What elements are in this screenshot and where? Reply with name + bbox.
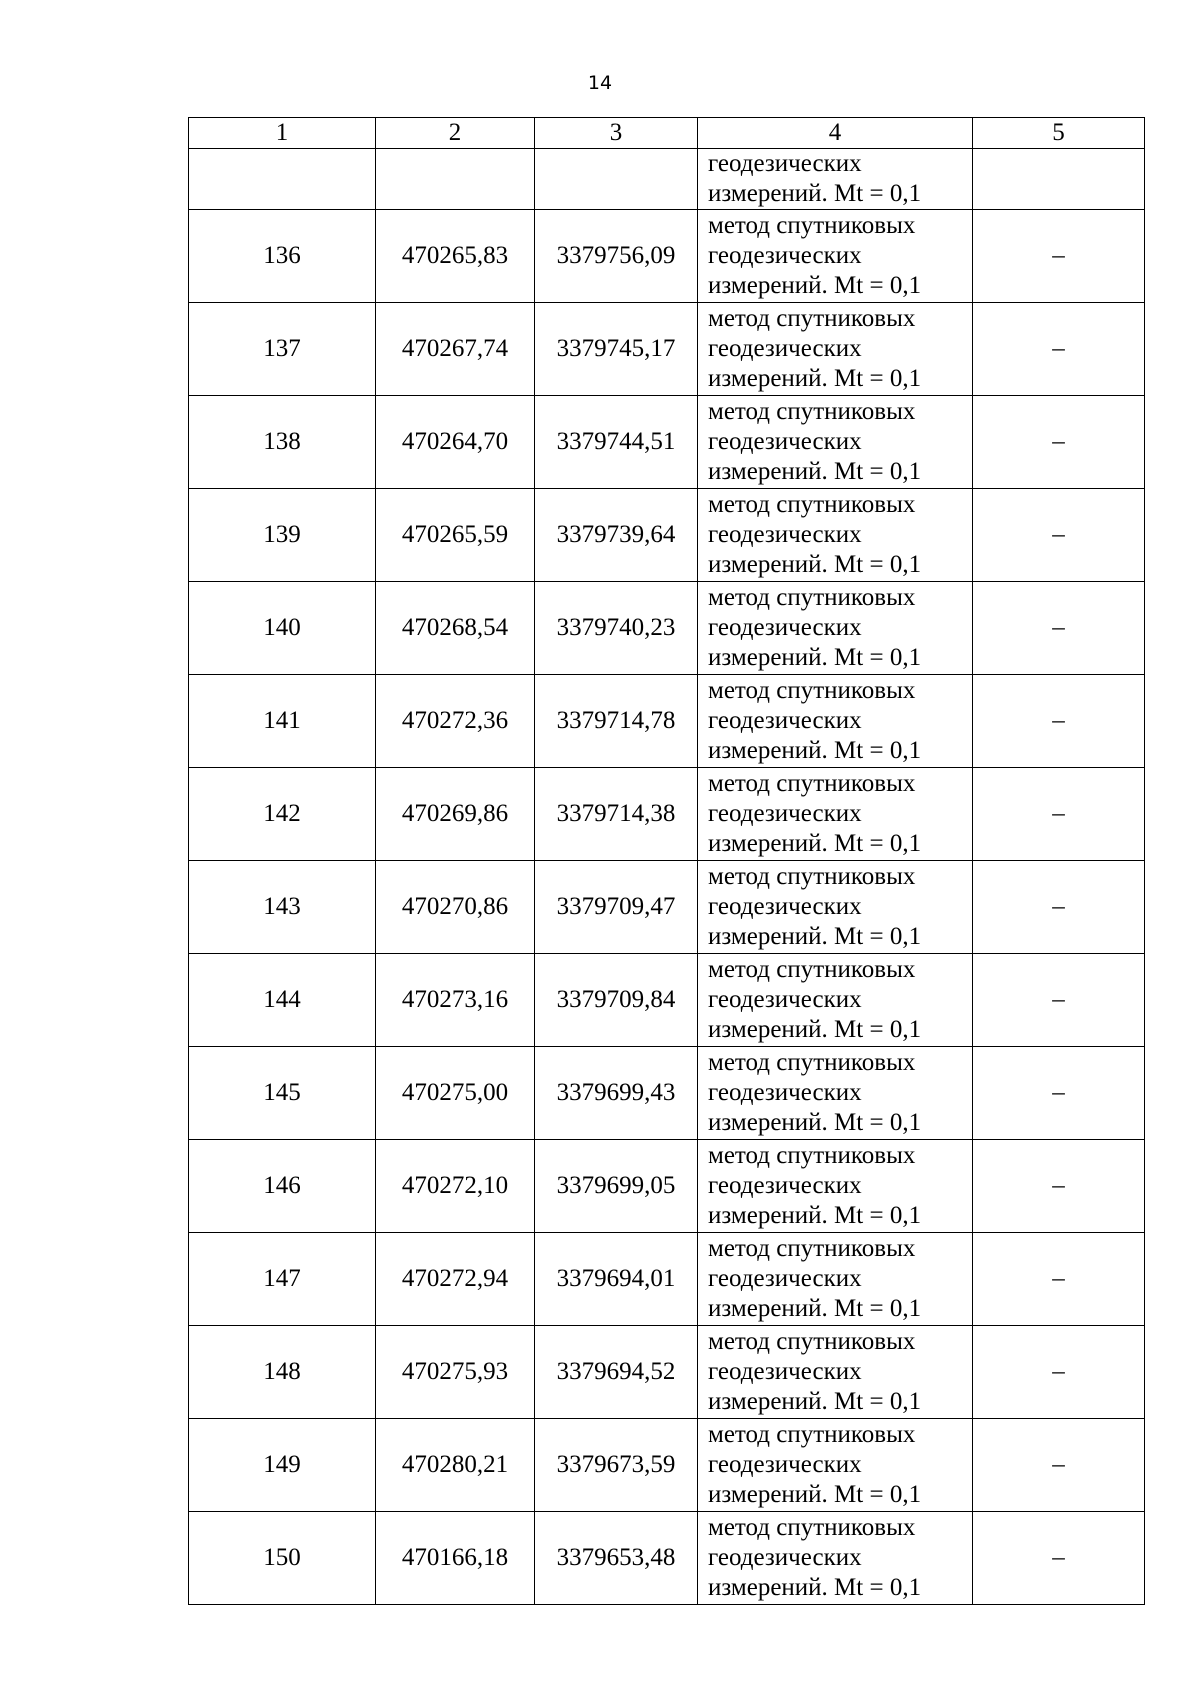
- y-coordinate-cell: 3379739,64: [535, 489, 698, 582]
- method-cell: метод спутниковых геодезических измерений. Mt = 0,1: [698, 489, 973, 582]
- x-coordinate-cell: 470264,70: [376, 396, 535, 489]
- note-cell: –: [973, 1419, 1145, 1512]
- y-coordinate-cell: 3379714,38: [535, 768, 698, 861]
- point-number-cell: 139: [189, 489, 376, 582]
- point-number-cell: 142: [189, 768, 376, 861]
- y-coordinate-cell: 3379745,17: [535, 303, 698, 396]
- point-number-cell: 148: [189, 1326, 376, 1419]
- x-coordinate-cell: 470268,54: [376, 582, 535, 675]
- method-cell: метод спутниковых геодезических измерений. Mt = 0,1: [698, 861, 973, 954]
- method-cell: геодезических измерений. Mt = 0,1: [698, 149, 973, 210]
- header-col-5: 5: [973, 118, 1145, 149]
- point-number-cell: 137: [189, 303, 376, 396]
- table-row: [189, 1140, 1145, 1233]
- point-number-cell: 149: [189, 1419, 376, 1512]
- method-cell: метод спутниковых геодезических измерений. Mt = 0,1: [698, 954, 973, 1047]
- point-number-cell: 145: [189, 1047, 376, 1140]
- y-coordinate-cell: 3379673,59: [535, 1419, 698, 1512]
- header-col-3: 3: [535, 118, 698, 149]
- note-cell: –: [973, 1140, 1145, 1233]
- method-cell: метод спутниковых геодезических измерений. Mt = 0,1: [698, 1140, 973, 1233]
- note-cell: –: [973, 768, 1145, 861]
- table-row: [189, 1419, 1145, 1512]
- x-coordinate-cell: 470269,86: [376, 768, 535, 861]
- method-cell: метод спутниковых геодезических измерений. Mt = 0,1: [698, 1326, 973, 1419]
- table-row: [189, 954, 1145, 1047]
- x-coordinate-cell: 470273,16: [376, 954, 535, 1047]
- header-col-4: 4: [698, 118, 973, 149]
- x-coordinate-cell: 470267,74: [376, 303, 535, 396]
- y-coordinate-cell: 3379699,43: [535, 1047, 698, 1140]
- table-row: [189, 861, 1145, 954]
- note-cell: –: [973, 210, 1145, 303]
- y-coordinate-cell: 3379709,47: [535, 861, 698, 954]
- note-cell: –: [973, 861, 1145, 954]
- header-col-2: 2: [376, 118, 535, 149]
- note-cell: –: [973, 303, 1145, 396]
- method-cell: метод спутниковых геодезических измерений. Mt = 0,1: [698, 396, 973, 489]
- x-coordinate-cell: 470265,59: [376, 489, 535, 582]
- method-cell: метод спутниковых геодезических измерений. Mt = 0,1: [698, 1047, 973, 1140]
- table-row: [189, 396, 1145, 489]
- note-cell: –: [973, 1047, 1145, 1140]
- x-coordinate-cell: 470275,00: [376, 1047, 535, 1140]
- method-cell: метод спутниковых геодезических измерений. Mt = 0,1: [698, 303, 973, 396]
- point-number-cell: 138: [189, 396, 376, 489]
- header-col-1: 1: [189, 118, 376, 149]
- method-cell: метод спутниковых геодезических измерений. Mt = 0,1: [698, 1512, 973, 1605]
- x-coordinate-cell: [376, 149, 535, 210]
- page-number: 14: [587, 72, 613, 94]
- y-coordinate-cell: [535, 149, 698, 210]
- x-coordinate-cell: 470272,94: [376, 1233, 535, 1326]
- method-cell: метод спутниковых геодезических измерений. Mt = 0,1: [698, 1233, 973, 1326]
- x-coordinate-cell: 470265,83: [376, 210, 535, 303]
- method-cell: метод спутниковых геодезических измерений. Mt = 0,1: [698, 675, 973, 768]
- table-row: [189, 675, 1145, 768]
- point-number-cell: 147: [189, 1233, 376, 1326]
- table-body: [189, 149, 1145, 1605]
- point-number-cell: 146: [189, 1140, 376, 1233]
- note-cell: –: [973, 1512, 1145, 1605]
- method-cell: метод спутниковых геодезических измерений. Mt = 0,1: [698, 210, 973, 303]
- table-row: [189, 768, 1145, 861]
- y-coordinate-cell: 3379699,05: [535, 1140, 698, 1233]
- y-coordinate-cell: 3379709,84: [535, 954, 698, 1047]
- coordinates-table: [188, 117, 1145, 1605]
- y-coordinate-cell: 3379740,23: [535, 582, 698, 675]
- point-number-cell: 136: [189, 210, 376, 303]
- method-cell: метод спутниковых геодезических измерений. Mt = 0,1: [698, 1419, 973, 1512]
- point-number-cell: 140: [189, 582, 376, 675]
- note-cell: –: [973, 675, 1145, 768]
- note-cell: [973, 149, 1145, 210]
- table-row: [189, 1047, 1145, 1140]
- point-number-cell: [189, 149, 376, 210]
- x-coordinate-cell: 470280,21: [376, 1419, 535, 1512]
- x-coordinate-cell: 470272,36: [376, 675, 535, 768]
- note-cell: –: [973, 954, 1145, 1047]
- table-row: [189, 1512, 1145, 1605]
- y-coordinate-cell: 3379694,01: [535, 1233, 698, 1326]
- point-number-cell: 141: [189, 675, 376, 768]
- table-row: [189, 582, 1145, 675]
- continuation-row: [189, 149, 1145, 210]
- method-cell: метод спутниковых геодезических измерений. Mt = 0,1: [698, 768, 973, 861]
- x-coordinate-cell: 470275,93: [376, 1326, 535, 1419]
- table-row: [189, 489, 1145, 582]
- note-cell: –: [973, 396, 1145, 489]
- note-cell: –: [973, 489, 1145, 582]
- method-cell: метод спутниковых геодезических измерений. Mt = 0,1: [698, 582, 973, 675]
- table-row: [189, 1326, 1145, 1419]
- table-row: [189, 1233, 1145, 1326]
- header-row: [189, 118, 1145, 149]
- point-number-cell: 144: [189, 954, 376, 1047]
- y-coordinate-cell: 3379694,52: [535, 1326, 698, 1419]
- y-coordinate-cell: 3379653,48: [535, 1512, 698, 1605]
- point-number-cell: 143: [189, 861, 376, 954]
- point-number-cell: 150: [189, 1512, 376, 1605]
- x-coordinate-cell: 470166,18: [376, 1512, 535, 1605]
- x-coordinate-cell: 470270,86: [376, 861, 535, 954]
- y-coordinate-cell: 3379756,09: [535, 210, 698, 303]
- y-coordinate-cell: 3379714,78: [535, 675, 698, 768]
- note-cell: –: [973, 1326, 1145, 1419]
- note-cell: –: [973, 1233, 1145, 1326]
- table-row: [189, 303, 1145, 396]
- note-cell: –: [973, 582, 1145, 675]
- x-coordinate-cell: 470272,10: [376, 1140, 535, 1233]
- table-row: [189, 210, 1145, 303]
- y-coordinate-cell: 3379744,51: [535, 396, 698, 489]
